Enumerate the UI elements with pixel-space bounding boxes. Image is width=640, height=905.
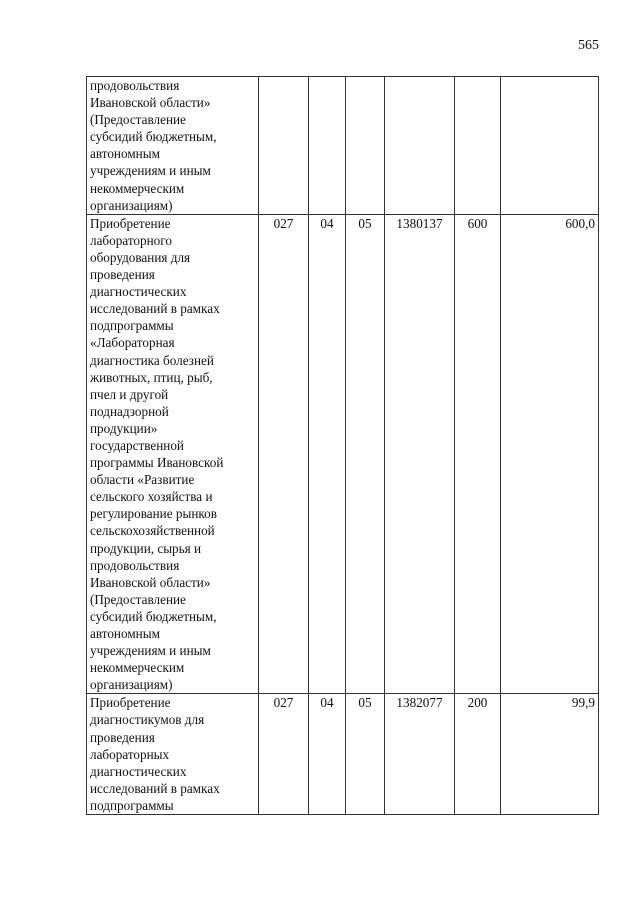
- description-line: лабораторных: [90, 746, 170, 762]
- expense-type-cell: [455, 77, 501, 215]
- subsection-code-cell: 05: [346, 694, 385, 815]
- description-line: диагностических: [90, 763, 187, 779]
- description-line: диагностика болезней: [90, 352, 214, 368]
- description-line: регулирование рынков: [90, 506, 217, 522]
- table-row: [87, 214, 599, 694]
- description-line: животных, птиц, рыб,: [90, 369, 213, 385]
- description-line: субсидий бюджетным,: [90, 608, 217, 624]
- subsection-code-cell: [346, 77, 385, 215]
- description-line: продукции, сырья и: [90, 540, 202, 556]
- section-code-cell: 04: [309, 214, 346, 694]
- description-line: (Предоставление: [90, 591, 186, 607]
- description-line: поднадзорной: [90, 403, 169, 419]
- description-line: Ивановской области»: [90, 574, 211, 590]
- description-line: продукции»: [90, 420, 158, 436]
- description-line: подпрограммы: [90, 318, 174, 334]
- description-line: государственной: [90, 437, 184, 453]
- description-line: субсидий бюджетным,: [90, 129, 217, 145]
- description-line: лабораторного: [90, 232, 172, 248]
- ministry-code-cell: [259, 77, 309, 215]
- description-line: подпрограммы: [90, 797, 174, 813]
- table-row: [87, 694, 599, 815]
- description-line: «Лабораторная: [90, 335, 175, 351]
- description-line: Приобретение: [90, 215, 171, 231]
- ministry-code-cell: 027: [259, 694, 309, 815]
- description-line: учреждениям и иным: [90, 643, 211, 659]
- description-line: сельскохозяйственной: [90, 523, 215, 539]
- ministry-code-cell: 027: [259, 214, 309, 694]
- description-line: проведения: [90, 267, 155, 283]
- description-line: оборудования для: [90, 249, 191, 265]
- description-line: автономным: [90, 626, 160, 641]
- description-line: некоммерческим: [90, 180, 185, 196]
- description-line: проведения: [90, 729, 155, 745]
- page-number: 565: [578, 38, 599, 53]
- description-line: продовольствия: [90, 78, 180, 93]
- budget-table: [86, 76, 599, 815]
- description-cell: [87, 214, 259, 694]
- subsection-code-cell: 05: [346, 214, 385, 694]
- description-line: диагностических: [90, 284, 187, 300]
- description-line: автономным: [90, 146, 160, 162]
- target-article-cell: [385, 77, 455, 215]
- description-line: сельского хозяйства и: [90, 489, 213, 505]
- description-line: пчел и другой: [90, 386, 169, 402]
- description-line: некоммерческим: [90, 660, 185, 676]
- description-line: учреждениям и иным: [90, 163, 211, 179]
- section-code-cell: [309, 77, 346, 215]
- target-article-cell: 1380137: [385, 214, 455, 694]
- amount-cell: [501, 77, 599, 215]
- description-line: организациям): [90, 197, 173, 213]
- description-line: исследований в рамках: [90, 780, 220, 796]
- target-article-cell: 1382077: [385, 694, 455, 815]
- description-line: области «Развитие: [90, 472, 195, 488]
- description-cell: [87, 77, 259, 215]
- description-line: Приобретение: [90, 695, 171, 711]
- amount-cell: 600,0: [501, 214, 599, 694]
- description-cell: [87, 694, 259, 815]
- expense-type-cell: 200: [455, 694, 501, 815]
- description-line: программы Ивановской: [90, 455, 224, 471]
- description-line: организациям): [90, 677, 173, 693]
- expense-type-cell: 600: [455, 214, 501, 694]
- description-line: продовольствия: [90, 557, 180, 573]
- description-line: Ивановской области»: [90, 95, 211, 111]
- table-row: [87, 77, 599, 215]
- description-line: исследований в рамках: [90, 301, 220, 317]
- section-code-cell: 04: [309, 694, 346, 815]
- description-line: диагностикумов для: [90, 712, 205, 728]
- description-line: (Предоставление: [90, 112, 186, 128]
- table-body: [87, 77, 599, 815]
- amount-cell: 99,9: [501, 694, 599, 815]
